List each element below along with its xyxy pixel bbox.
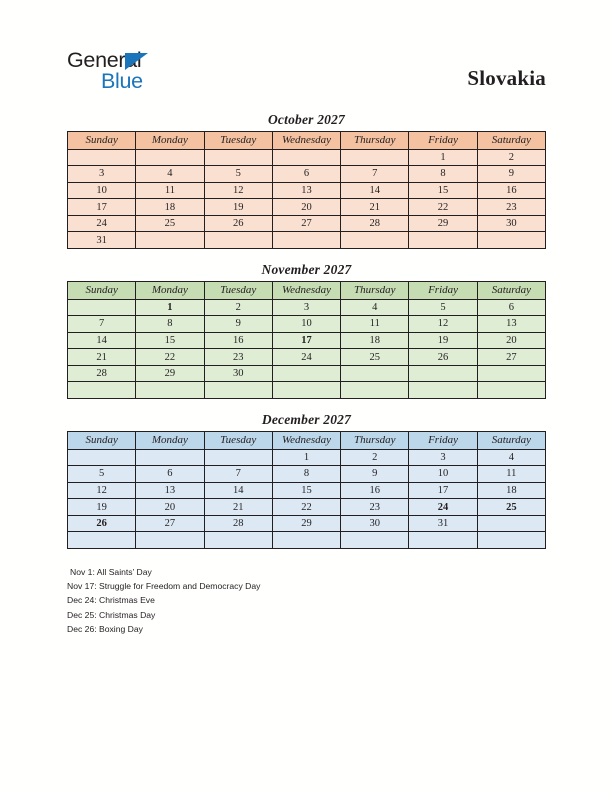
calendar-body	[68, 149, 546, 249]
calendar-day-empty	[477, 532, 545, 549]
calendar-week-row	[68, 382, 546, 399]
calendar-day[interactable]: 19	[68, 499, 136, 516]
calendar-day[interactable]: 30	[204, 365, 272, 382]
weekday-header-monday: Monday	[136, 432, 204, 450]
calendar-day[interactable]: 27	[272, 215, 340, 232]
weekday-header-saturday: Saturday	[477, 282, 545, 300]
calendar-day[interactable]: 9	[204, 316, 272, 333]
calendar-day[interactable]: 23	[341, 499, 409, 516]
legend-item: Nov 1: All Saints’ Day	[70, 567, 152, 577]
calendar-day[interactable]: 10	[272, 316, 340, 333]
calendar-day-empty	[204, 382, 272, 399]
calendar-day-empty	[341, 232, 409, 249]
calendar-day-empty	[409, 382, 477, 399]
month-block-november	[67, 260, 546, 399]
calendar-day[interactable]: 17	[409, 482, 477, 499]
calendar-week-row	[68, 232, 546, 249]
weekday-header-wednesday: Wednesday	[272, 282, 340, 300]
weekday-header-friday: Friday	[409, 282, 477, 300]
calendar-day[interactable]: 11	[341, 316, 409, 333]
calendar-day-empty	[204, 149, 272, 166]
calendar-day-empty	[477, 515, 545, 532]
calendar-day[interactable]: 7	[204, 466, 272, 483]
calendar-day-empty	[272, 532, 340, 549]
calendar-day[interactable]: 24	[68, 215, 136, 232]
calendar-day[interactable]: 4	[341, 299, 409, 316]
calendar-day[interactable]: 22	[272, 499, 340, 516]
page-title: Slovakia	[467, 66, 546, 90]
calendar-day[interactable]: 19	[204, 199, 272, 216]
page-header	[0, 48, 612, 104]
calendar-day-empty	[272, 365, 340, 382]
weekday-header-saturday: Saturday	[477, 432, 545, 450]
calendar-day[interactable]: 18	[477, 482, 545, 499]
calendar-day-empty	[136, 382, 204, 399]
calendar-week-row	[68, 449, 546, 466]
calendar-day[interactable]: 26	[409, 349, 477, 366]
calendar-day[interactable]: 3	[68, 166, 136, 183]
calendar-day[interactable]: 13	[136, 482, 204, 499]
calendar-day-empty	[341, 149, 409, 166]
calendar-day-holiday[interactable]: 26	[68, 515, 136, 532]
calendar-day[interactable]: 30	[341, 515, 409, 532]
month-block-december	[67, 410, 546, 549]
calendar-day-empty	[409, 365, 477, 382]
calendar-day-empty	[204, 232, 272, 249]
calendar-day[interactable]: 15	[409, 182, 477, 199]
calendar-day[interactable]: 5	[409, 299, 477, 316]
calendar-day[interactable]: 1	[272, 449, 340, 466]
legend-item: Nov 17: Struggle for Freedom and Democracy Day	[67, 581, 261, 592]
calendar-day-empty	[136, 232, 204, 249]
calendar-day[interactable]: 4	[136, 166, 204, 183]
weekday-header-tuesday: Tuesday	[204, 282, 272, 300]
calendar-day[interactable]: 30	[477, 215, 545, 232]
calendar-day[interactable]: 31	[68, 232, 136, 249]
calendar-day-empty	[68, 299, 136, 316]
calendar-day[interactable]: 12	[409, 316, 477, 333]
weekday-header-row	[68, 132, 546, 150]
calendar-day[interactable]: 16	[477, 182, 545, 199]
calendar-day[interactable]: 9	[341, 466, 409, 483]
calendar-day[interactable]: 12	[204, 182, 272, 199]
weekday-header-thursday: Thursday	[341, 432, 409, 450]
weekday-header-wednesday: Wednesday	[272, 432, 340, 450]
calendar-day[interactable]: 23	[204, 349, 272, 366]
weekday-header-friday: Friday	[409, 432, 477, 450]
calendar-day[interactable]: 11	[136, 182, 204, 199]
calendar-day[interactable]: 27	[477, 349, 545, 366]
calendar-week-row	[68, 166, 546, 183]
calendar-day[interactable]: 28	[341, 215, 409, 232]
legend-item: Dec 25: Christmas Day	[67, 609, 156, 620]
calendar-day[interactable]: 29	[409, 215, 477, 232]
calendar-table-october	[67, 131, 546, 249]
calendar-day[interactable]: 8	[136, 316, 204, 333]
calendar-week-row	[68, 182, 546, 199]
calendar-day-empty	[68, 382, 136, 399]
calendar-day[interactable]: 16	[204, 332, 272, 349]
calendar-table-december	[67, 431, 546, 549]
calendar-day[interactable]: 5	[204, 166, 272, 183]
weekday-header-row	[68, 432, 546, 450]
calendar-week-row	[68, 532, 546, 549]
calendar-day[interactable]: 6	[272, 166, 340, 183]
calendar-day[interactable]: 2	[477, 149, 545, 166]
calendar-day[interactable]: 16	[341, 482, 409, 499]
calendar-day-empty	[477, 232, 545, 249]
calendar-day[interactable]: 8	[272, 466, 340, 483]
calendar-day[interactable]: 8	[409, 166, 477, 183]
calendar-day[interactable]: 7	[341, 166, 409, 183]
calendar-day[interactable]: 22	[409, 199, 477, 216]
calendar-day[interactable]: 21	[204, 499, 272, 516]
calendar-day-empty	[409, 532, 477, 549]
calendar-day-empty	[68, 149, 136, 166]
calendar-day-empty	[477, 382, 545, 399]
calendar-day[interactable]: 1	[409, 149, 477, 166]
calendar-day[interactable]: 3	[409, 449, 477, 466]
calendar-day[interactable]: 24	[272, 349, 340, 366]
legend-item: Dec 26: Boxing Day	[67, 623, 143, 634]
calendar-day[interactable]: 2	[341, 449, 409, 466]
calendar-day[interactable]: 21	[68, 349, 136, 366]
calendar-week-row	[68, 466, 546, 483]
calendar-day-empty	[136, 149, 204, 166]
calendar-day[interactable]: 27	[136, 515, 204, 532]
calendar-day-empty	[341, 382, 409, 399]
calendar-day[interactable]: 20	[272, 199, 340, 216]
calendar-day[interactable]: 2	[204, 299, 272, 316]
month-block-october	[67, 110, 546, 249]
month-title: November 2027	[261, 262, 352, 277]
calendar-day-empty	[136, 449, 204, 466]
calendar-day-holiday[interactable]: 17	[272, 332, 340, 349]
calendar-day[interactable]: 13	[477, 316, 545, 333]
calendar-day[interactable]: 14	[341, 182, 409, 199]
weekday-header-monday: Monday	[136, 282, 204, 300]
calendar-week-row	[68, 515, 546, 532]
calendar-day[interactable]: 10	[68, 182, 136, 199]
logo-text-general: General	[67, 48, 142, 72]
calendar-day[interactable]: 25	[341, 349, 409, 366]
calendar-day[interactable]: 3	[272, 299, 340, 316]
legend-item: Dec 24: Christmas Eve	[67, 595, 155, 606]
calendar-week-row	[68, 299, 546, 316]
calendar-day[interactable]: 13	[272, 182, 340, 199]
calendar-day-empty	[204, 532, 272, 549]
calendar-day[interactable]: 28	[68, 365, 136, 382]
calendar-day-empty	[68, 449, 136, 466]
weekday-header-saturday: Saturday	[477, 132, 545, 150]
month-title: December 2027	[261, 412, 352, 427]
general-blue-logo[interactable]	[67, 50, 267, 102]
logo-text-blue: Blue	[101, 69, 143, 93]
calendar-day-holiday[interactable]: 1	[136, 299, 204, 316]
weekday-header-thursday: Thursday	[341, 132, 409, 150]
calendar-day[interactable]: 12	[68, 482, 136, 499]
calendar-day-empty	[341, 365, 409, 382]
calendar-day[interactable]: 14	[204, 482, 272, 499]
calendar-day-empty	[204, 449, 272, 466]
calendar-day[interactable]: 28	[204, 515, 272, 532]
calendar-day[interactable]: 15	[136, 332, 204, 349]
calendar-day-empty	[409, 232, 477, 249]
calendar-week-row	[68, 365, 546, 382]
calendar-day-empty	[477, 365, 545, 382]
calendar-week-row	[68, 482, 546, 499]
weekday-header-tuesday: Tuesday	[204, 432, 272, 450]
calendar-day[interactable]: 20	[477, 332, 545, 349]
calendar-day-holiday[interactable]: 24	[409, 499, 477, 516]
weekday-header-friday: Friday	[409, 132, 477, 150]
weekday-header-sunday: Sunday	[68, 282, 136, 300]
month-title: October 2027	[267, 112, 345, 127]
calendar-day-empty	[341, 532, 409, 549]
calendar-day[interactable]: 4	[477, 449, 545, 466]
weekday-header-sunday: Sunday	[68, 132, 136, 150]
calendar-day[interactable]: 6	[477, 299, 545, 316]
calendar-day[interactable]: 25	[136, 215, 204, 232]
weekday-header-thursday: Thursday	[341, 282, 409, 300]
weekday-header-sunday: Sunday	[68, 432, 136, 450]
calendar-day[interactable]: 20	[136, 499, 204, 516]
calendar-day[interactable]: 5	[68, 466, 136, 483]
calendar-day[interactable]: 9	[477, 166, 545, 183]
calendar-day-empty	[68, 532, 136, 549]
calendar-day-empty	[136, 532, 204, 549]
calendar-day-empty	[272, 149, 340, 166]
calendar-week-row	[68, 316, 546, 333]
calendar-day[interactable]: 10	[409, 466, 477, 483]
weekday-header-tuesday: Tuesday	[204, 132, 272, 150]
calendar-day[interactable]: 15	[272, 482, 340, 499]
calendar-day[interactable]: 29	[136, 365, 204, 382]
calendar-week-row	[68, 215, 546, 232]
calendar-day[interactable]: 17	[68, 199, 136, 216]
calendar-day[interactable]: 31	[409, 515, 477, 532]
calendar-day[interactable]: 18	[136, 199, 204, 216]
calendar-week-row	[68, 199, 546, 216]
calendar-table-november	[67, 281, 546, 399]
calendar-day[interactable]: 19	[409, 332, 477, 349]
calendar-day[interactable]: 11	[477, 466, 545, 483]
blue-triangle-flag-icon	[125, 53, 148, 70]
calendar-day-holiday[interactable]: 25	[477, 499, 545, 516]
calendar-week-row	[68, 149, 546, 166]
weekday-header-row	[68, 282, 546, 300]
calendar-day[interactable]: 23	[477, 199, 545, 216]
calendar-day[interactable]: 18	[341, 332, 409, 349]
holiday-legend	[67, 565, 467, 636]
calendar-day[interactable]: 14	[68, 332, 136, 349]
calendar-day[interactable]: 29	[272, 515, 340, 532]
weekday-header-wednesday: Wednesday	[272, 132, 340, 150]
calendar-day[interactable]: 21	[341, 199, 409, 216]
calendar-day-empty	[272, 382, 340, 399]
calendar-week-row	[68, 332, 546, 349]
calendar-week-row	[68, 499, 546, 516]
weekday-header-monday: Monday	[136, 132, 204, 150]
calendar-day[interactable]: 26	[204, 215, 272, 232]
calendar-body	[68, 299, 546, 399]
calendar-week-row	[68, 349, 546, 366]
calendar-body	[68, 449, 546, 549]
calendar-day[interactable]: 22	[136, 349, 204, 366]
calendar-day[interactable]: 6	[136, 466, 204, 483]
calendar-day[interactable]: 7	[68, 316, 136, 333]
calendar-day-empty	[272, 232, 340, 249]
